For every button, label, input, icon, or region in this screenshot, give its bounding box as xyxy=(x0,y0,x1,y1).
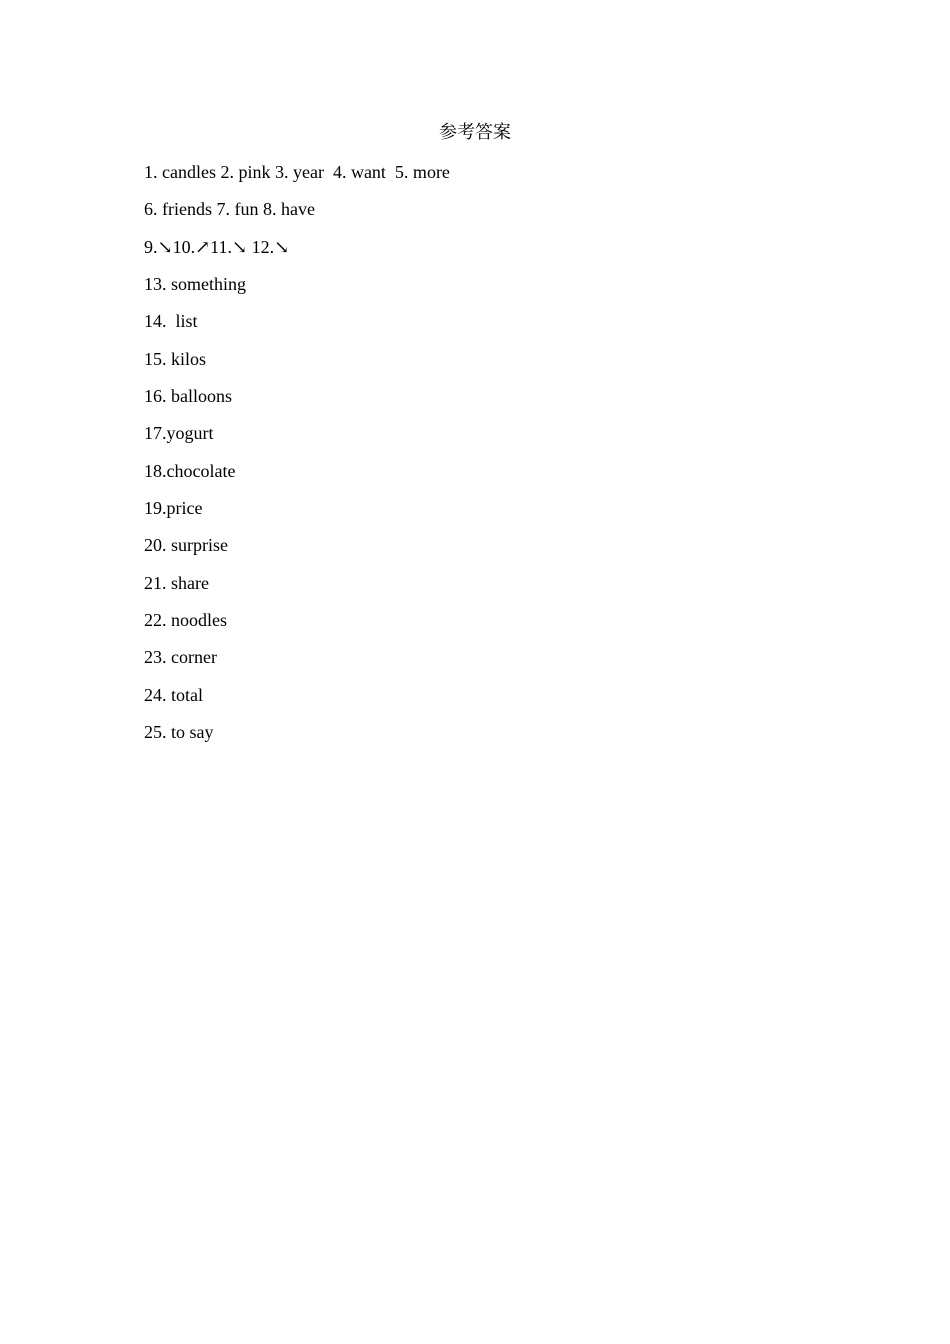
answer-line: 14. list xyxy=(144,311,198,332)
answer-line: 13. something xyxy=(144,274,246,295)
answer-line: 21. share xyxy=(144,572,209,593)
answer-line: 25. to say xyxy=(144,722,214,743)
answer-line: 24. total xyxy=(144,684,203,705)
answer-line: 18.chocolate xyxy=(144,460,236,481)
answer-line: 9.↘10.↗11.↘ 12.↘ xyxy=(144,236,290,257)
document-title: 参考答案 xyxy=(439,122,511,143)
answer-line: 19.price xyxy=(144,498,203,519)
answer-line: 15. kilos xyxy=(144,348,207,369)
answer-line: 23. corner xyxy=(144,647,217,668)
answer-line: 20. surprise xyxy=(144,535,228,556)
answer-line: 17.yogurt xyxy=(144,423,214,444)
answer-line: 22. noodles xyxy=(144,610,227,631)
answer-line: 16. balloons xyxy=(144,386,232,407)
answer-list xyxy=(144,159,450,757)
answer-line: 1. candles 2. pink 3. year 4. want 5. more xyxy=(144,162,450,182)
answer-line: 6. friends 7. fun 8. have xyxy=(144,199,315,220)
